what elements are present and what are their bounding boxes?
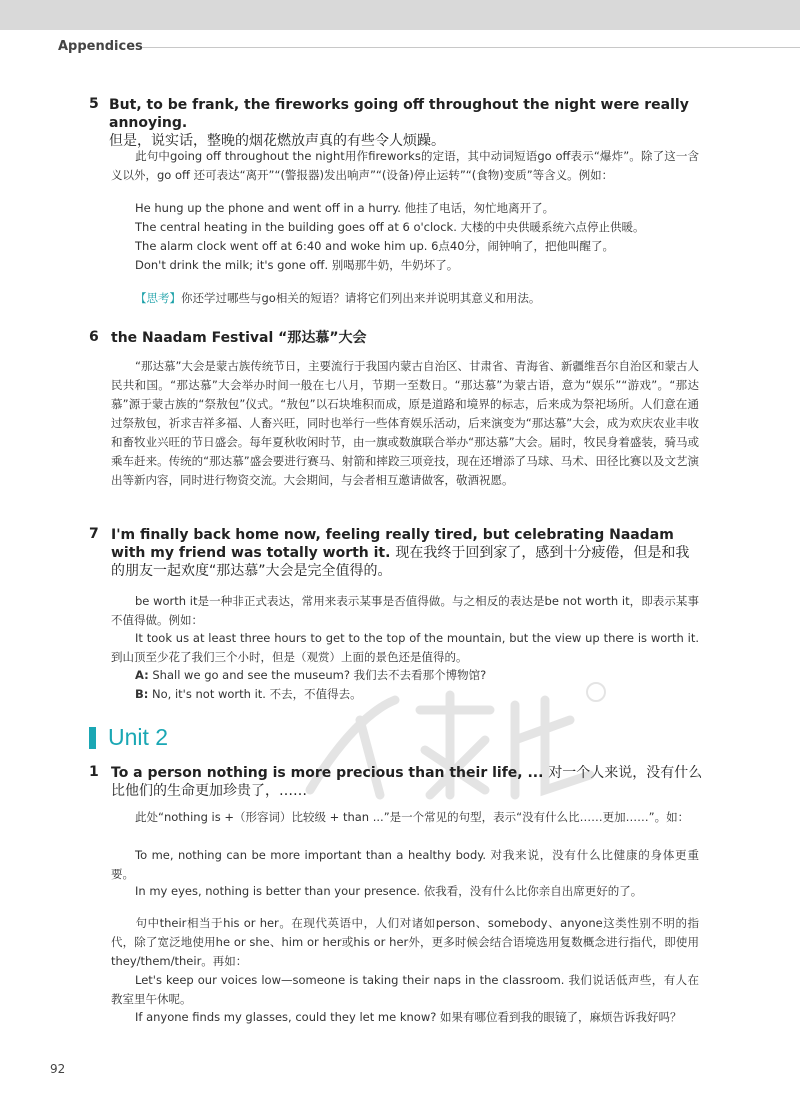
item-5-number: 5 <box>89 96 99 112</box>
unit-item-1-title <box>111 764 703 800</box>
item-7-title-en: I'm finally back home now, feeling really tired, but celebrating Naadam with my friend was totally worth it. <box>111 527 674 561</box>
unit-item-1-title-en: To a person nothing is more precious than their life, ... <box>111 765 544 781</box>
header-rule <box>142 47 800 48</box>
unit-item-1-explanation: 此处“nothing is +（形容词）比较级 + than ...”是一个常见的句型，表示“没有什么比……更加……”。如： <box>135 810 690 824</box>
item-7-dialog-b: B: No, it's not worth it. 不去，不值得去。 <box>135 687 362 701</box>
item-7-example: It took us at least three hours to get to the top of the mountain, but the view up there is worth it. 到山顶至少花了我们三个小时，但是（观赏）上面的景色还是值得的。 <box>111 631 699 664</box>
unit-item-1-example-3: Let's keep our voices low—someone is taking their naps in the classroom. 我们说话低声些，有人在教室里午休呢。 <box>111 973 699 1006</box>
unit-item-1-example-1: To me, nothing can be more important than a healthy body. 对我来说，没有什么比健康的身体更重要。 <box>111 848 699 881</box>
unit-item-1-example-4: If anyone finds my glasses, could they let me know? 如果有哪位看到我的眼镜了，麻烦告诉我好吗？ <box>135 1010 682 1024</box>
item-5-example-1: He hung up the phone and went off in a hurry. 他挂了电话，匆忙地离开了。 <box>135 201 555 215</box>
speaker-b-label: B: <box>135 687 149 701</box>
item-7-dialog-a: A: Shall we go and see the museum? 我们去不去看那个博物馆? <box>135 668 487 682</box>
item-6-explanation: “那达慕”大会是蒙古族传统节日，主要流行于我国内蒙古自治区、甘肃省、青海省、新疆维吾尔自治区和蒙古人民共和国。“那达慕”大会举办时间一般在七八月，节期一至数日。“那达慕”为蒙古语，意为“娱乐”“游戏”。“那达慕”源于蒙古族的“祭敖包”仪式。“敖包”以石块堆积而成，原是道路和境界的标志，后来成为祭祀场所。人们意在通过祭敖包，祈求吉祥多福、人畜兴旺，同时也举行一些体育娱乐活动，后来演变为“那达慕”大会，成为欢庆农业丰收和畜牧业兴旺的节日盛会。每年夏秋收闲时节，由一旗或数旗联合举办“那达慕”大会。届时，牧民身着盛装，骑马或乘车赶来。传统的“那达慕”盛会要进行赛马、射箭和摔跤三项竞技，现在还增添了马球、马术、田径比赛以及文艺演出等新内容，同时进行物资交流。大会期间，与会者相互邀请做客，敬酒祝愿。 <box>111 359 699 487</box>
item-6-title: the Naadam Festival “那达慕”大会 <box>111 330 367 346</box>
item-7-title <box>111 526 703 580</box>
item-5-explanation: 此句中going off throughout the night用作fireworks的定语，其中动词短语go off表示“爆炸”。除了这一含义以外，go off 还可表达“离开”“(警报器)发出响声”“(设备)停止运转”“(食物)变质”等含义。例如： <box>111 149 699 182</box>
item-5-think-note <box>135 289 540 308</box>
item-6-number: 6 <box>89 329 99 345</box>
unit-item-1-example-2: In my eyes, nothing is better than your presence. 依我看，没有什么比你亲自出席更好的了。 <box>135 884 643 898</box>
page-number: 92 <box>50 1062 66 1076</box>
running-header: Appendices <box>58 39 143 54</box>
item-5-example-3: The alarm clock went off at 6:40 and woke him up. 6点40分，闹钟响了，把他叫醒了。 <box>135 239 615 253</box>
item-5-title-en: But, to be frank, the fireworks going off throughout the night were really annoying. <box>109 97 689 131</box>
top-band <box>0 0 800 30</box>
think-text: 你还学过哪些与go相关的短语？请将它们列出来并说明其意义和用法。 <box>181 291 541 305</box>
item-5-title <box>109 96 709 150</box>
unit-item-1-title-cn: 对一个人来说，没有什么比他们的生命更加珍贵了，…… <box>111 765 703 799</box>
speaker-a-label: A: <box>135 668 149 682</box>
item-7-explanation: be worth it是一种非正式表达，常用来表示某事是否值得做。与之相反的表达是be not worth it，即表示某事不值得做。例如： <box>111 594 699 627</box>
unit-title: Unit 2 <box>108 724 169 750</box>
item-7-title-cn: 现在我终于回到家了，感到十分疲倦，但是和我的朋友一起欢度“那达慕”大会是完全值得的。 <box>111 545 690 579</box>
item-5-example-2: The central heating in the building goes off at 6 o'clock. 大楼的中央供暖系统六点停止供暖。 <box>135 220 645 234</box>
item-5-example-4: Don't drink the milk; it's gone off. 别喝那牛奶，牛奶坏了。 <box>135 258 459 272</box>
item-7-number: 7 <box>89 526 99 542</box>
think-label: 【思考】 <box>135 291 181 305</box>
unit-item-1-number: 1 <box>89 764 99 780</box>
item-5-title-cn: 但是，说实话，整晚的烟花燃放声真的有些令人烦躁。 <box>109 133 445 149</box>
unit-item-1-explanation-2: 句中their相当于his or her。在现代英语中，人们对诸如person、somebody、anyone这类性别不明的指代，除了宽泛地使用he or she、him or her或his or her外，更多时候会结合语境选用复数概念进行指代，即使用they/them/their。再如： <box>111 916 699 968</box>
unit-accent-bar <box>89 727 96 749</box>
